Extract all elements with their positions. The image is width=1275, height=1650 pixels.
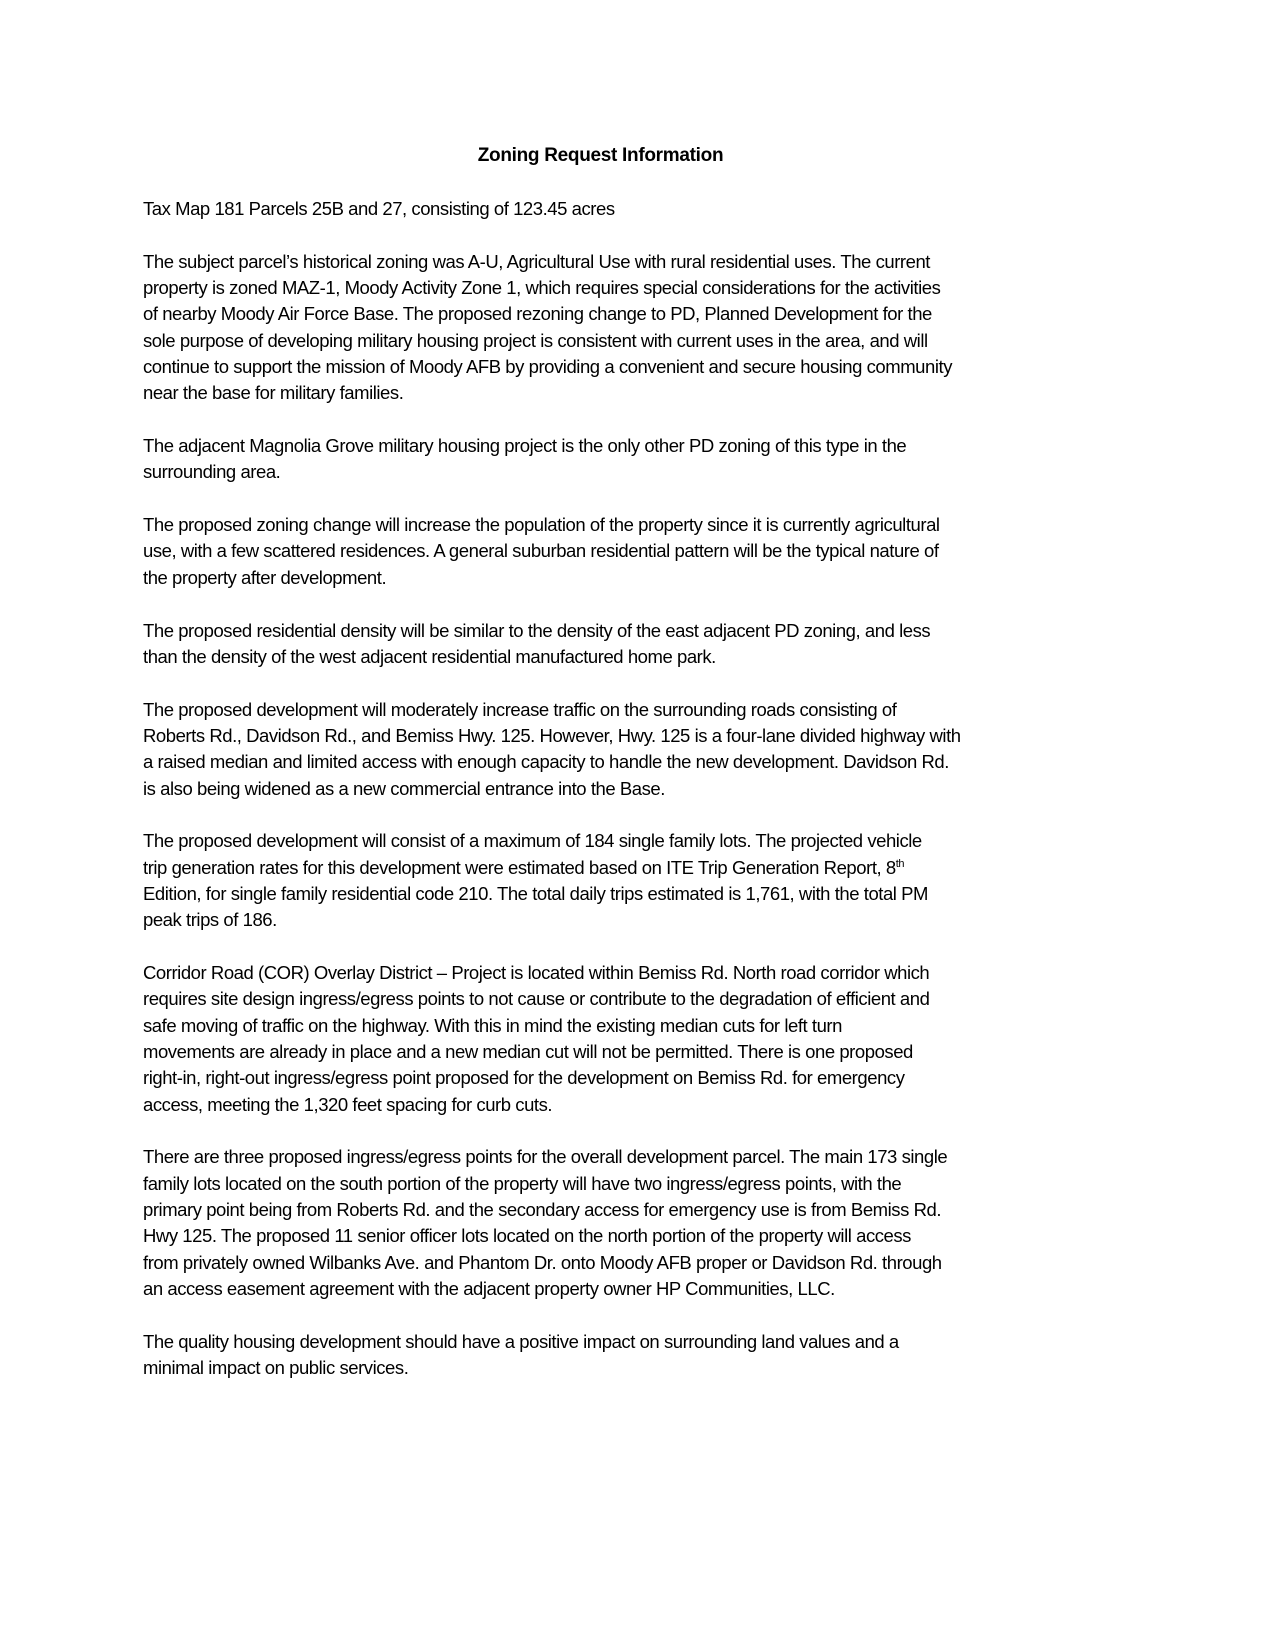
text-line: sole purpose of developing military housing project is consistent with current uses in the area, and will <box>143 329 928 351</box>
text-line: minimal impact on public services. <box>143 1356 409 1378</box>
text-line: is also being widened as a new commercial entrance into the Base. <box>143 777 665 799</box>
text-line: The proposed zoning change will increase the population of the property since it is currently agricultural <box>143 514 940 536</box>
text-line: The proposed residential density will be similar to the density of the east adjacent PD zoning, and less <box>143 619 931 641</box>
text-line <box>143 855 1143 881</box>
paragraph-quality-housing <box>143 1329 1143 1382</box>
text-line: from privately owned Wilbanks Ave. and Phantom Dr. onto Moody AFB proper or Davidson Rd. through <box>143 1251 942 1273</box>
text-line: primary point being from Roberts Rd. and the secondary access for emergency use is from Bemiss Rd. <box>143 1198 942 1220</box>
text-line: family lots located on the south portion of the property will have two ingress/egress points, with the <box>143 1172 902 1194</box>
paragraph-population <box>143 512 1143 591</box>
paragraph-traffic <box>143 697 1143 802</box>
text-line: use, with a few scattered residences. A general suburban residential pattern will be the typical nature of <box>143 540 939 562</box>
text-line: The proposed development will moderately increase traffic on the surrounding roads consisting of <box>143 698 897 720</box>
paragraph-density <box>143 618 1143 671</box>
text-line: a raised median and limited access with enough capacity to handle the new development. Davidson Rd. <box>143 751 949 773</box>
document-title <box>0 143 1070 169</box>
text-line: an access easement agreement with the adjacent property owner HP Communities, LLC. <box>143 1277 835 1299</box>
text-line-main: trip generation rates for this development were estimated based on ITE Trip Generation Report, 8 <box>143 856 896 878</box>
text-line: movements are already in place and a new median cut will not be permitted. There is one proposed <box>143 1040 913 1062</box>
text-line: Roberts Rd., Davidson Rd., and Bemiss Hwy. 125. However, Hwy. 125 is a four-lane divided highway with <box>143 724 961 746</box>
text-line: Tax Map 181 Parcels 25B and 27, consisting of 123.45 acres <box>143 198 615 219</box>
paragraph-historical-zoning <box>143 249 1143 407</box>
text-line: the property after development. <box>143 566 387 588</box>
text-line: access, meeting the 1,320 feet spacing for curb cuts. <box>143 1093 553 1115</box>
document-title-text: Zoning Request Information <box>477 145 724 166</box>
text-line: continue to support the mission of Moody AFB by providing a convenient and secure housing community <box>143 355 952 377</box>
ordinal-superscript: th <box>895 857 905 870</box>
text-line: The quality housing development should have a positive impact on surrounding land values and a <box>143 1330 899 1352</box>
paragraph-corridor-overlay <box>143 960 1143 1118</box>
text-line: requires site design ingress/egress points to not cause or contribute to the degradation of efficient and <box>143 988 930 1010</box>
text-line: of nearby Moody Air Force Base. The proposed rezoning change to PD, Planned Development for the <box>143 303 932 325</box>
text-line: than the density of the west adjacent residential manufactured home park. <box>143 645 716 667</box>
document-page <box>143 140 1143 1408</box>
paragraph-ingress-egress <box>143 1144 1143 1302</box>
text-line: The proposed development will consist of a maximum of 184 single family lots. The projected vehicle <box>143 830 922 852</box>
text-line: The subject parcel’s historical zoning was A-U, Agricultural Use with rural residential uses. The current <box>143 250 930 272</box>
text-line: Edition, for single family residential code 210. The total daily trips estimated is 1,761, with the total PM <box>143 882 929 904</box>
text-line: peak trips of 186. <box>143 909 277 931</box>
text-line: property is zoned MAZ-1, Moody Activity Zone 1, which requires special considerations for the activities <box>143 277 941 299</box>
text-line: near the base for military families. <box>143 382 404 404</box>
text-line: safe moving of traffic on the highway. With this in mind the existing median cuts for left turn <box>143 1014 842 1036</box>
text-line: Corridor Road (COR) Overlay District – Project is located within Bemiss Rd. North road corridor which <box>143 962 930 984</box>
paragraph-tax-map <box>143 196 1143 222</box>
text-line: There are three proposed ingress/egress points for the overall development parcel. The main 173 single <box>143 1146 948 1168</box>
paragraph-magnolia-grove <box>143 433 1143 486</box>
text-line: surrounding area. <box>143 461 281 483</box>
text-line: right-in, right-out ingress/egress point proposed for the development on Bemiss Rd. for emergency <box>143 1067 905 1089</box>
paragraph-trip-generation <box>143 828 1143 933</box>
text-line: Hwy 125. The proposed 11 senior officer lots located on the north portion of the property will access <box>143 1225 911 1247</box>
text-line: The adjacent Magnolia Grove military housing project is the only other PD zoning of this type in the <box>143 435 907 457</box>
